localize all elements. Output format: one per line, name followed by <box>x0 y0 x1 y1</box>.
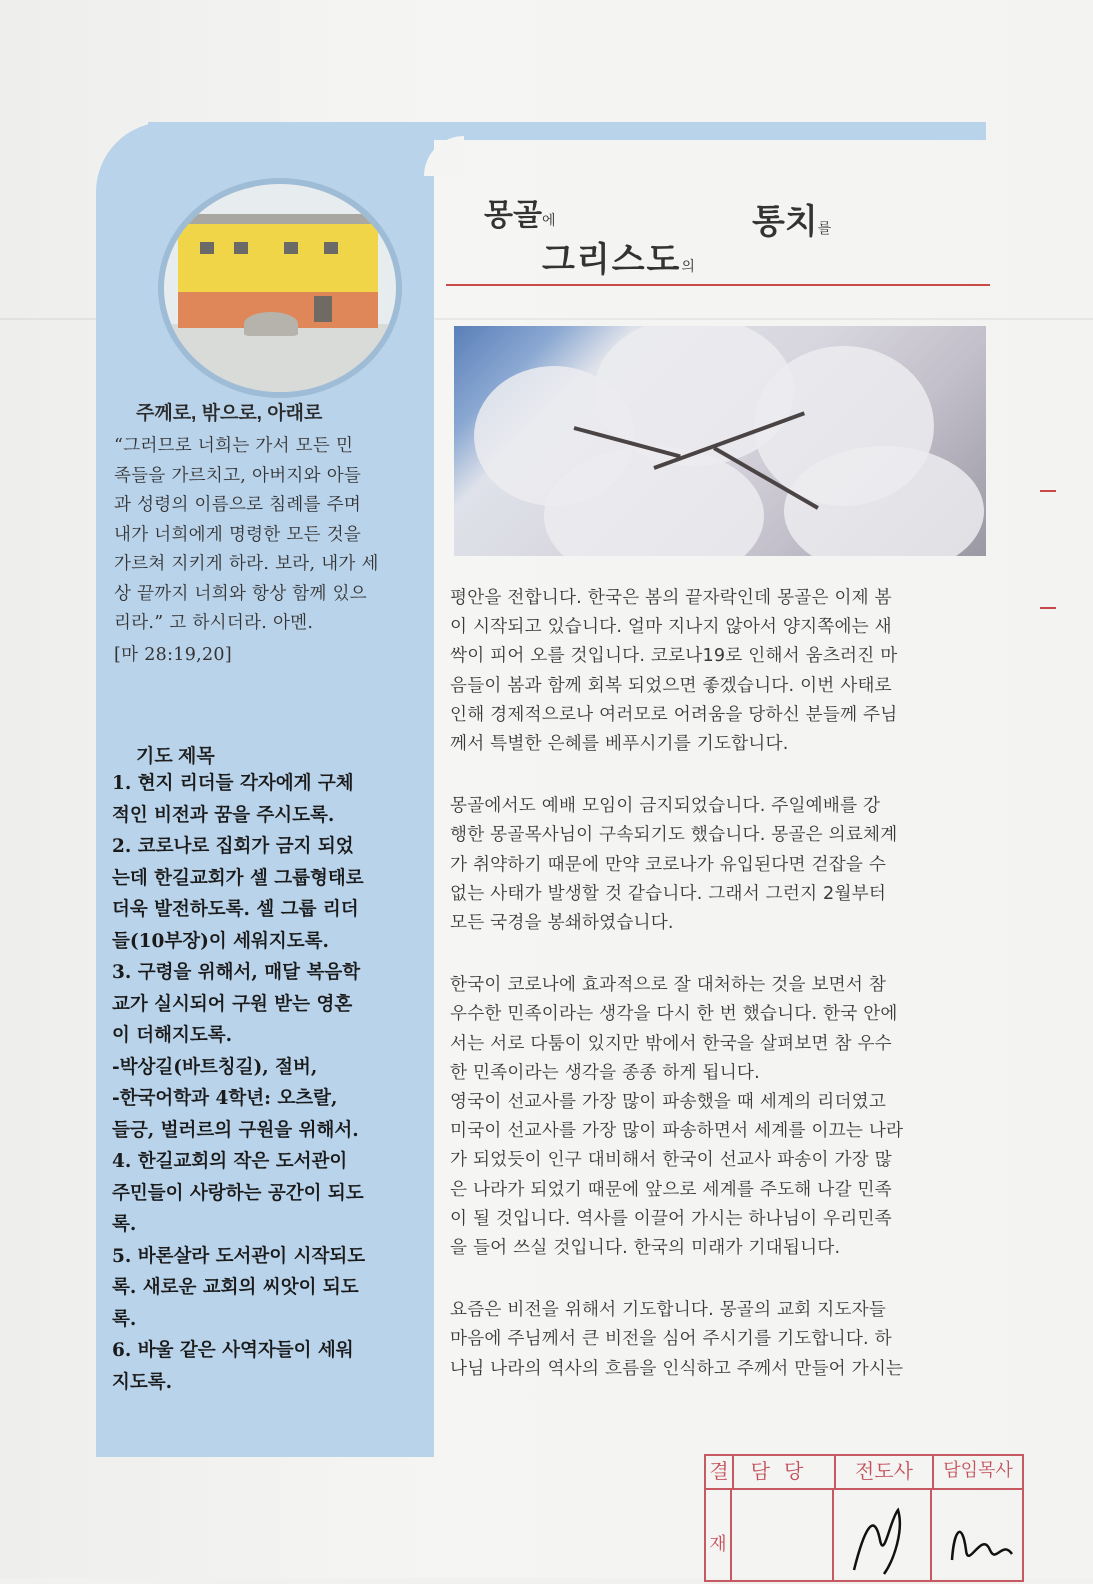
prayer-line: 들긍, 벌러르의 구원을 위해서. <box>112 1119 359 1141</box>
paragraph-gap <box>450 1263 1028 1296</box>
stamp-signature-box <box>732 1490 834 1580</box>
photo-window <box>200 242 214 254</box>
title-word: 통치 <box>752 202 818 242</box>
body-line: 께서 특별한 은혜를 베푸시기를 기도합니다. <box>450 734 789 755</box>
stamp-cell: 담당 <box>734 1456 836 1488</box>
title-part-rule <box>752 194 831 243</box>
verse-line: “그러므로 너희는 가서 모든 민 <box>114 436 354 456</box>
prayer-line: 6. 바울 같은 사역자들이 세워 <box>112 1340 354 1361</box>
prayer-line: 적인 비전과 꿈을 주시도록. <box>112 804 335 826</box>
prayer-line: 주민들이 사랑하는 공간이 되도 <box>112 1182 364 1204</box>
sidebar-heading: 주께로, 밖으로, 아래로 <box>136 403 323 424</box>
signature-mark <box>834 1490 930 1580</box>
body-line: 싹이 피어 오를 것입니다. 코로나19로 인해서 움츠러진 마 <box>450 646 898 667</box>
body-line: 가 되었듯이 인구 대비해서 한국이 선교사 파송이 가장 많 <box>450 1150 892 1171</box>
paragraph-gap <box>450 938 1028 971</box>
body-line: 한국이 코로나에 효과적으로 잘 대처하는 것을 보면서 참 <box>450 975 887 996</box>
body-line: 미국이 선교사를 가장 많이 파송하면서 세계를 이끄는 나라 <box>450 1121 904 1142</box>
body-line: 영국이 선교사를 가장 많이 파송했을 때 세계의 리더였고 <box>450 1092 887 1113</box>
prayer-line: 2. 코로나로 집회가 금지 되었 <box>112 836 354 857</box>
cherry-blossom-photo <box>454 326 986 556</box>
photo-building-upper <box>178 224 378 294</box>
body-line: 가 취약하기 때문에 만약 코로나가 유입된다면 걷잡을 수 <box>450 854 887 875</box>
paragraph-gap <box>450 759 1028 792</box>
prayer-line: 3. 구령을 위해서, 매달 복음학 <box>112 962 361 983</box>
title-particle: 를 <box>817 221 832 237</box>
title-word: 몽골 <box>484 198 542 233</box>
church-building-photo <box>158 178 402 398</box>
prayer-line: 1. 현지 리더들 각자에게 구체 <box>112 773 354 794</box>
header-band <box>148 122 986 140</box>
prayer-line: 이 더해지도록. <box>112 1025 233 1046</box>
photo-window <box>284 242 298 254</box>
prayer-line: -박상길(바트칭길), 절버, <box>112 1056 318 1078</box>
signature-mark <box>932 1490 1022 1580</box>
scripture-verse <box>114 432 419 670</box>
body-line: 한 민족이라는 생각을 종종 하게 됩니다. <box>450 1062 760 1083</box>
body-line: 인해 경제적으로나 여러모로 어려움을 당하신 분들께 주님 <box>450 704 898 725</box>
prayer-topics-list <box>112 768 422 1398</box>
verse-reference: [마 28:19,20] <box>114 644 232 665</box>
body-line: 모든 국경을 봉쇄하였습니다. <box>450 913 674 934</box>
prayer-line: 지도록. <box>112 1371 173 1393</box>
body-line: 을 들어 쓰실 것입니다. 한국의 미래가 기대됩니다. <box>450 1238 841 1259</box>
verse-line: 과 성령의 이름으로 침례를 주며 <box>114 495 362 515</box>
stamp-cell: 전도사 <box>836 1456 934 1488</box>
prayer-line: 록. <box>112 1308 137 1330</box>
title-part-mongolia <box>484 190 556 234</box>
prayer-line: 4. 한길교회의 작은 도서관이 <box>112 1151 348 1172</box>
prayer-line: 교가 실시되어 구원 받는 영혼 <box>112 993 353 1015</box>
body-line: 없는 사태가 발생할 것 같습니다. 그래서 그런지 2월부터 <box>450 883 887 904</box>
prayer-line: 더욱 발전하도록. 셀 그룹 리더 <box>112 899 359 920</box>
stamp-side-label: 재 <box>706 1490 732 1580</box>
stamp-cell: 담임목사 <box>943 1460 1013 1481</box>
photo-window <box>234 242 248 254</box>
stamp-cell: 결 <box>706 1456 734 1488</box>
photo-window <box>324 242 338 254</box>
margin-mark <box>1040 490 1056 492</box>
prayer-line: 록. 새로운 교회의 씨앗이 되도 <box>112 1277 359 1298</box>
photo-door <box>314 296 332 322</box>
verse-line: 족들을 가르치고, 아버지와 아들 <box>114 465 362 486</box>
page-title <box>440 178 1000 288</box>
body-line: 평안을 전합니다. 한국은 봄의 끝자락인데 몽골은 이제 봄 <box>450 588 892 608</box>
title-part-christ <box>542 232 697 281</box>
photo-debris <box>244 312 298 336</box>
prayer-line: 록. <box>112 1214 137 1235</box>
body-line: 요즘은 비전을 위해서 기도합니다. 몽골의 교회 지도자들 <box>450 1300 887 1321</box>
body-line: 서는 서로 다툼이 있지만 밖에서 한국을 살펴보면 참 우수 <box>450 1033 892 1054</box>
body-line: 은 나라가 되었기 때문에 앞으로 세계를 주도해 나갈 민족 <box>450 1179 892 1200</box>
body-line: 이 될 것입니다. 역사를 이끌어 가시는 하나님이 우리민족 <box>450 1208 892 1229</box>
body-line: 이 시작되고 있습니다. 얼마 지나지 않아서 양지쪽에는 새 <box>450 617 892 638</box>
body-line: 행한 몽골목사님이 구속되기도 했습니다. 몽골은 의료체계 <box>450 825 898 846</box>
body-line: 마음에 주님께서 큰 비전을 심어 주시기를 기도합니다. 하 <box>450 1329 892 1350</box>
verse-line: 내가 너희에게 명령한 모든 것을 <box>114 524 362 545</box>
verse-line: 가르쳐 지키게 하라. 보라, 내가 세 <box>114 554 379 574</box>
title-particle: 에 <box>541 213 556 229</box>
stamp-signature-box <box>834 1490 932 1580</box>
prayer-topics-title: 기도 제목 <box>136 746 215 767</box>
title-word: 그리스도 <box>542 240 682 280</box>
body-line: 몽골에서도 예배 모임이 금지되었습니다. 주일예배를 강 <box>450 796 881 817</box>
body-line: 음들이 봄과 함께 회복 되었으면 좋겠습니다. 이번 사태로 <box>450 675 892 696</box>
stamp-signature-box <box>932 1490 1022 1580</box>
body-line: 나님 나라의 역사의 흐름을 인식하고 주께서 만들어 가시는 <box>450 1358 904 1379</box>
prayer-line: 는데 한길교회가 셀 그룹형태로 <box>112 867 364 889</box>
verse-line: 리라.” 고 하시더라. 아멘. <box>114 613 314 633</box>
letter-body <box>450 584 1028 1384</box>
approval-stamp <box>704 1454 1024 1582</box>
verse-line: 상 끝까지 너희와 항상 함께 있으 <box>114 583 367 604</box>
title-particle: 의 <box>681 259 697 275</box>
title-underline <box>446 284 990 286</box>
body-line: 우수한 민족이라는 생각을 다시 한 번 했습니다. 한국 안에 <box>450 1004 898 1025</box>
prayer-line: -한국어학과 4학년: 오츠랄, <box>112 1088 338 1109</box>
prayer-line: 5. 바론살라 도서관이 시작되도 <box>112 1245 366 1267</box>
prayer-line: 들(10부장)이 세워지도록. <box>112 930 329 952</box>
margin-mark <box>1040 607 1056 609</box>
